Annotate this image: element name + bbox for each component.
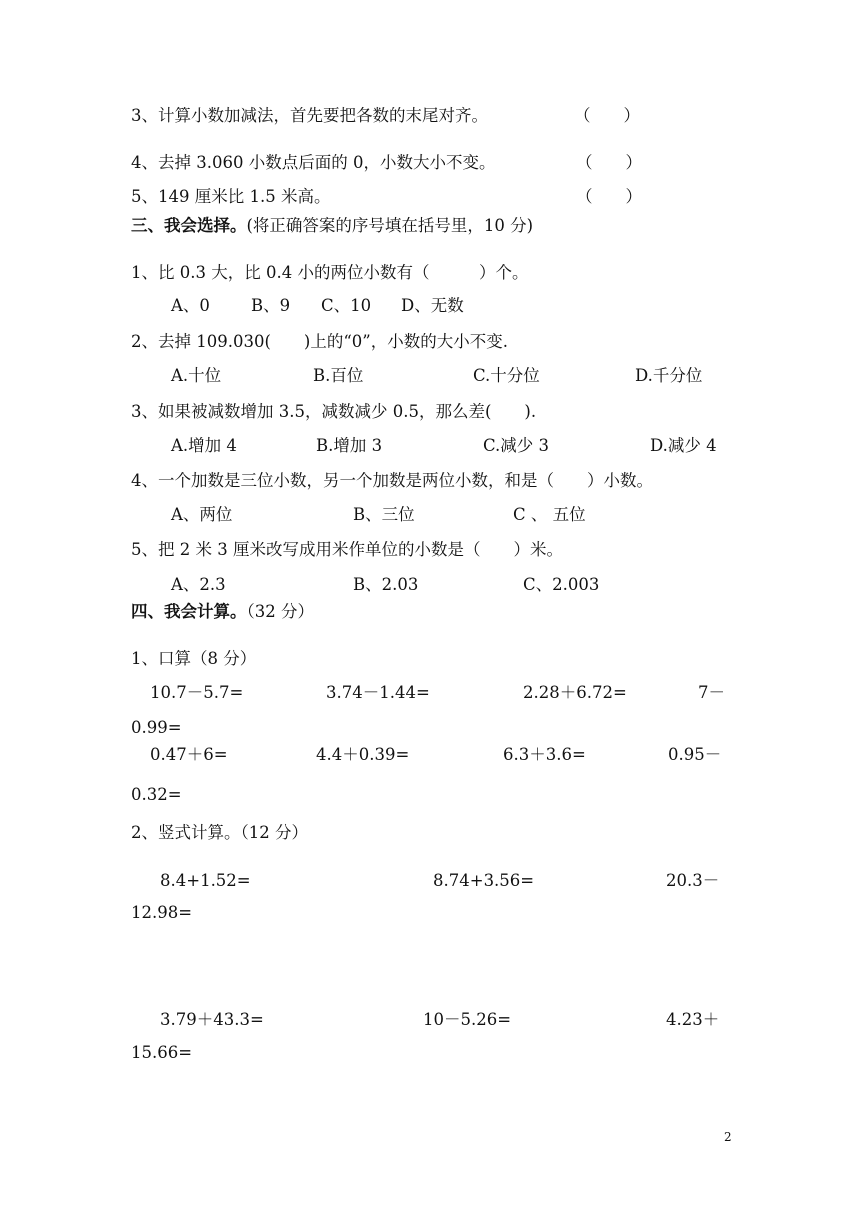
judge-q4: 4、去掉 3.060 小数点后面的 0，小数大小不变。 xyxy=(131,153,496,172)
choice-q4: 4、一个加数是三位小数，另一个加数是两位小数，和是（ ）小数。 xyxy=(131,471,653,490)
choice-q4-option-c: C 、 五位 xyxy=(513,505,586,524)
choice-q3-option-a: A.增加 4 xyxy=(171,436,237,455)
choice-q4-option-b: B、三位 xyxy=(353,505,415,524)
choice-q5-option-b: B、2.03 xyxy=(353,575,419,594)
choice-q3-option-c: C.减少 3 xyxy=(483,436,550,455)
vertical-item: 20.3－ xyxy=(666,871,720,890)
choice-q3-option-b: B.增加 3 xyxy=(316,436,383,455)
choice-q3-option-d: D.减少 4 xyxy=(650,436,717,455)
oral-item: 2.28＋6.72= xyxy=(523,683,627,702)
choice-q2: 2、去掉 109.030( )上的“0”，小数的大小不变. xyxy=(131,332,508,351)
section-4-heading xyxy=(131,604,314,621)
choice-q2-option-b: B.百位 xyxy=(313,366,364,385)
oral-item: 7－ xyxy=(698,683,725,702)
oral-item: 10.7－5.7= xyxy=(150,683,244,702)
oral-calc-title: 1、口算（8 分） xyxy=(131,649,257,668)
vertical-item-wrap: 15.66= xyxy=(131,1043,193,1062)
choice-q4-option-a: A、两位 xyxy=(171,505,233,524)
vertical-item: 4.23＋ xyxy=(666,1010,720,1029)
choice-q5-option-a: A、2.3 xyxy=(171,575,226,594)
section-3-title: 三、我会选择。 xyxy=(131,216,247,235)
choice-q3: 3、如果被减数增加 3.5，减数减少 0.5，那么差( ). xyxy=(131,402,537,421)
judge-q3-blank: （ ） xyxy=(574,106,640,125)
choice-q5: 5、把 2 米 3 厘米改写成用米作单位的小数是（ ）米。 xyxy=(131,540,563,559)
vertical-item: 8.4+1.52= xyxy=(160,871,251,890)
section-3-note: (将正确答案的序号填在括号里，10 分) xyxy=(246,216,534,235)
oral-item: 0.47＋6= xyxy=(150,745,228,764)
choice-q2-option-c: C.十分位 xyxy=(473,366,540,385)
vertical-calc-title: 2、竖式计算。（12 分） xyxy=(131,823,308,842)
choice-q1-option-c: C、10 xyxy=(321,296,372,315)
oral-item: 4.4＋0.39= xyxy=(316,745,410,764)
choice-q1-option-a: A、0 xyxy=(171,296,210,315)
vertical-item: 8.74+3.56= xyxy=(433,871,535,890)
choice-q1: 1、比 0.3 大，比 0.4 小的两位小数有（ ）个。 xyxy=(131,263,529,282)
oral-item: 6.3＋3.6= xyxy=(503,745,586,764)
choice-q2-option-d: D.千分位 xyxy=(635,366,703,385)
choice-q1-option-b: B、9 xyxy=(251,296,291,315)
choice-q1-option-d: D、无数 xyxy=(401,296,464,315)
oral-item-wrap: 0.99= xyxy=(131,718,182,737)
oral-item-wrap: 0.32= xyxy=(131,785,182,804)
choice-q2-option-a: A.十位 xyxy=(171,366,222,385)
section-4-title: 四、我会计算。 xyxy=(131,602,247,621)
judge-q5-blank: （ ） xyxy=(576,187,642,206)
page-number: 2 xyxy=(724,1130,732,1144)
section-4-note: （32 分） xyxy=(246,602,314,621)
oral-item: 3.74－1.44= xyxy=(326,683,430,702)
judge-q5: 5、149 厘米比 1.5 米高。 xyxy=(131,187,331,206)
vertical-item-wrap: 12.98= xyxy=(131,903,193,922)
vertical-item: 3.79＋43.3= xyxy=(160,1010,264,1029)
judge-q3: 3、计算小数加减法，首先要把各数的末尾对齐。 xyxy=(131,106,488,125)
oral-item: 0.95－ xyxy=(668,745,722,764)
choice-q5-option-c: C、2.003 xyxy=(523,575,600,594)
section-3-heading xyxy=(131,218,533,235)
judge-q4-blank: （ ） xyxy=(576,153,642,172)
vertical-item: 10－5.26= xyxy=(423,1010,512,1029)
